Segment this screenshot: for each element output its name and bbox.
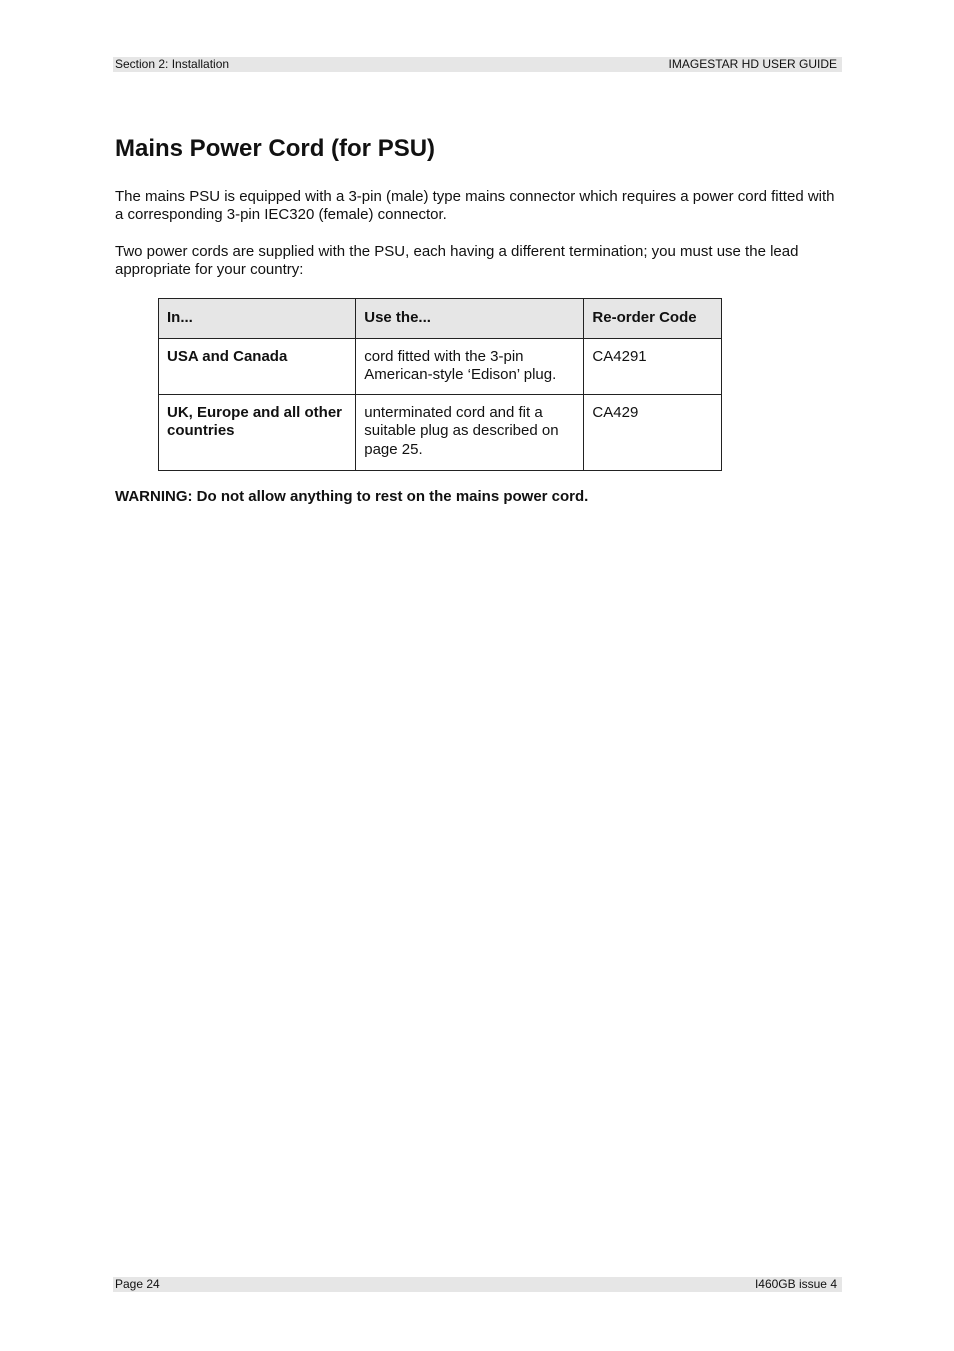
table-cell-cord: cord fitted with the 3-pin American-style ‘Edison’ plug. xyxy=(356,338,584,394)
table-cell-country: UK, Europe and all other countries xyxy=(159,394,356,470)
table-header-cord: Use the... xyxy=(356,299,584,339)
table-header-country: In... xyxy=(159,299,356,339)
intro-paragraph: The mains PSU is equipped with a 3-pin (male) type mains connector which requires a power cord fitted with a corresponding 3-pin IEC320 (female) connector. xyxy=(115,188,835,223)
warning-text: WARNING: Do not allow anything to rest on the mains power cord. xyxy=(115,488,589,505)
table-header-row xyxy=(159,299,722,339)
table-row xyxy=(159,394,722,470)
table-cell-code: CA429 xyxy=(584,394,722,470)
header-guide-title: IMAGESTAR HD USER GUIDE xyxy=(668,57,837,71)
table-cell-country: USA and Canada xyxy=(159,338,356,394)
page-header xyxy=(113,57,842,72)
footer-page-number: Page 24 xyxy=(115,1277,160,1291)
table-cell-cord: unterminated cord and fit a suitable plug as described on page 25. xyxy=(356,394,584,470)
cords-paragraph: Two power cords are supplied with the PSU, each having a different termination; you must use the lead appropriate for your country: xyxy=(115,243,799,278)
header-section: Section 2: Installation xyxy=(115,57,230,71)
page-title: Mains Power Cord (for PSU) xyxy=(115,135,436,162)
page-footer xyxy=(113,1277,842,1292)
footer-issue: I460GB issue 4 xyxy=(754,1277,837,1291)
table-header-code: Re-order Code xyxy=(584,299,722,339)
table-cell-code: CA4291 xyxy=(584,338,722,394)
power-cord-table xyxy=(158,298,722,471)
table-row xyxy=(159,338,722,394)
